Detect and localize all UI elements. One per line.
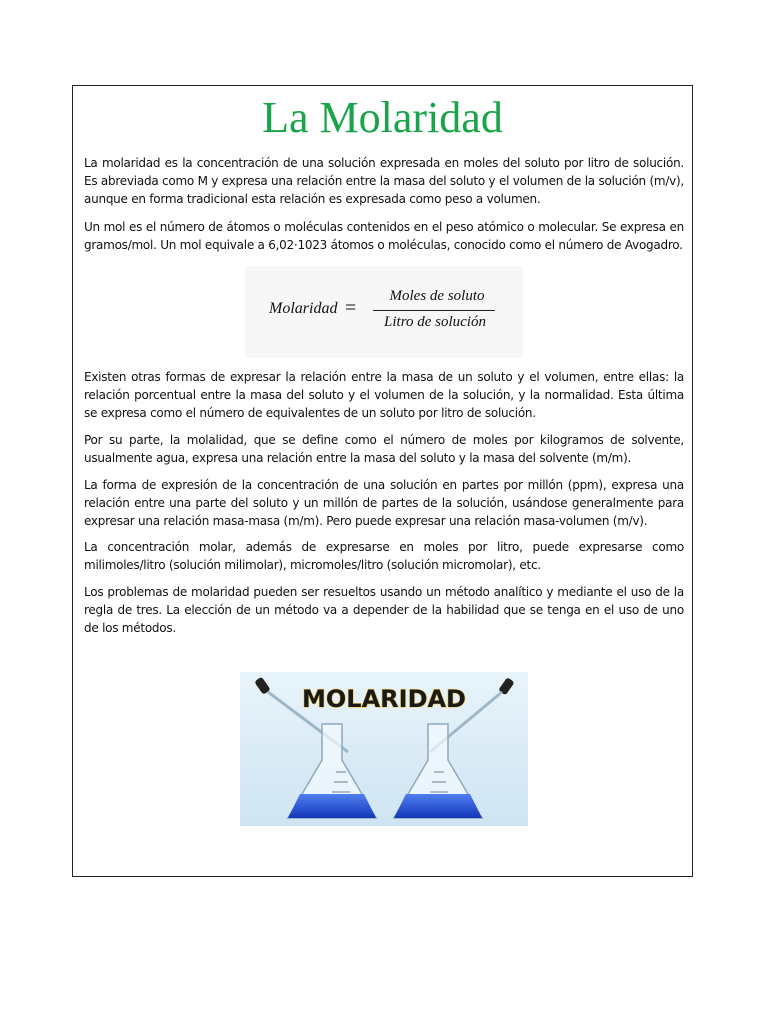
document-title: La Molaridad: [262, 93, 503, 142]
paragraph-problemas: Los problemas de molaridad pueden ser resueltos usando un método analítico y mediante el uso de la regla de tres. La elección de un método va a depender de la habilidad que se tenga en el uso de uno de los métodos.: [84, 585, 684, 635]
paragraph-molaridad-definition: La molaridad es la concentración de una solución expresada en moles del soluto por litro de solución. Es abreviada como M y expresa una relación entre la masa del soluto y el volumen de la solución (m/v), aunque en forma tradicional esta relación es expresada como peso a volumen.: [84, 156, 684, 206]
paragraph-molalidad: Por su parte, la molalidad, que se define como el número de moles por kilogramos de solvente, usualmente agua, expresa una relación entre la masa del soluto y la masa del solvente (m/m).: [84, 433, 684, 465]
formula-numerator: Moles de soluto: [389, 288, 485, 304]
flasks-illustration: [240, 672, 528, 826]
paragraph-mol-definition: Un mol es el número de átomos o moléculas contenidos en el peso atómico o molecular. Se expresa en gramos/mol. Un mol equivale a 6,02·1023 átomos o moléculas, conocido como el número de Avogadro.: [84, 220, 684, 252]
paragraph-concentracion-molar: La concentración molar, además de expresarse en moles por litro, puede expresarse como milimoles/litro (solución milimolar), micromoles/litro (solución micromolar), etc.: [84, 540, 684, 572]
banner-title: MOLARIDAD: [302, 685, 466, 713]
molaridad-banner-image: [240, 672, 528, 826]
paragraph-other-forms: Existen otras formas de expresar la relación entre la masa de un soluto y el volumen, entre ellas: la relación porcentual entre la masa del soluto y el volumen de la solución, y la normalidad. Esta última se expresa como el número de equivalentes de un soluto por litro de solución.: [84, 370, 684, 420]
document-frame: [72, 85, 693, 877]
paragraph-ppm: La forma de expresión de la concentración de una solución en partes por millón (ppm), expresa una relación entre una parte del soluto y un millón de partes de la solución, usándose generalmente para expresar una relación masa-masa (m/m). Pero puede expresar una relación masa-volumen (m/v).: [84, 478, 684, 528]
molarity-formula: [245, 266, 523, 358]
formula-lhs: Molaridad: [269, 300, 338, 317]
fraction-bar: [373, 310, 495, 311]
formula-equals: =: [345, 297, 357, 319]
formula-denominator: Litro de solución: [384, 314, 486, 330]
